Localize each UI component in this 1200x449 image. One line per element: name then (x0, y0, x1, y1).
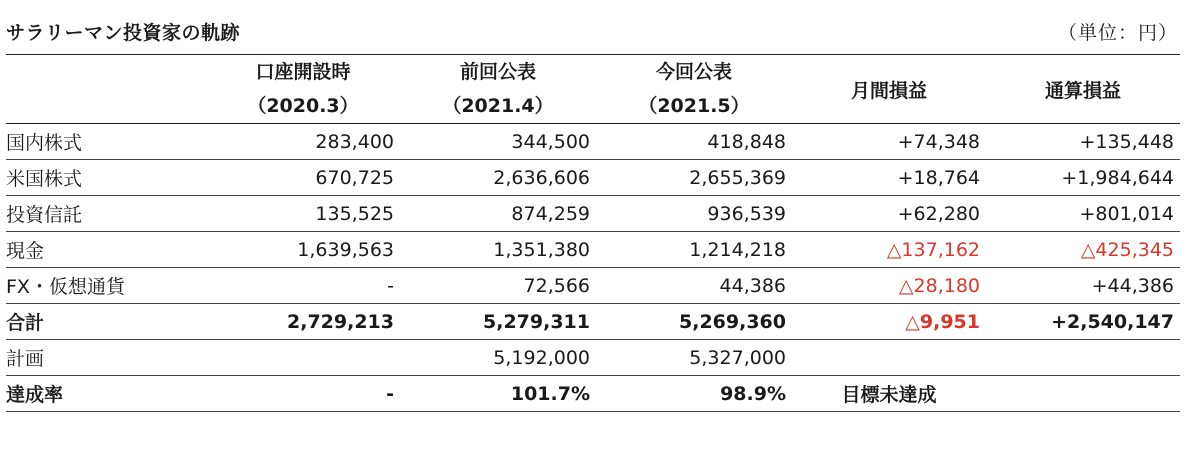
row-label: FX・仮想通貨 (6, 276, 125, 298)
cell-current: 1,214,218 (689, 238, 786, 261)
header-previous (400, 55, 596, 124)
cell-monthly-pl: 目標未達成 (841, 384, 937, 406)
row-label: 国内株式 (6, 132, 83, 154)
cell-account-opening: 283,400 (315, 130, 394, 153)
cell-previous: 2,636,606 (493, 166, 590, 189)
table-body (6, 124, 1180, 412)
cell-account-opening: 2,729,213 (287, 310, 394, 333)
row-label: 投資信託 (6, 204, 83, 226)
cell-current: 98.9% (720, 382, 786, 405)
cell-previous: 5,192,000 (493, 346, 590, 369)
table-row (6, 160, 1180, 196)
header-blank (6, 55, 206, 124)
table-row (6, 268, 1180, 304)
cell-monthly-pl: +18,764 (897, 166, 980, 189)
cell-monthly-pl: +62,280 (897, 202, 980, 225)
cell-account-opening: 670,725 (315, 166, 394, 189)
cell-monthly-pl (792, 340, 986, 376)
table-row (6, 376, 1180, 412)
cell-previous: 5,279,311 (483, 310, 590, 333)
cell-total-pl: +135,448 (1079, 130, 1174, 153)
cell-previous: 101.7% (510, 382, 590, 405)
cell-total-pl: +44,386 (1091, 274, 1174, 297)
header-account-opening-label: 口座開設時 (255, 61, 351, 83)
cell-monthly-pl: △137,162 (886, 238, 980, 261)
cell-account-opening: - (386, 382, 394, 405)
table-row (6, 340, 1180, 376)
cell-total-pl: +2,540,147 (1051, 310, 1174, 333)
cell-account-opening (206, 340, 400, 376)
table-row (6, 124, 1180, 160)
header-previous-date: （2021.4） (442, 95, 554, 117)
header-current (596, 55, 792, 124)
cell-total-pl (986, 376, 1180, 412)
header-row (6, 18, 1178, 48)
cell-current: 2,655,369 (689, 166, 786, 189)
cell-total-pl (986, 340, 1180, 376)
cell-account-opening: - (387, 274, 394, 297)
cell-current: 936,539 (707, 202, 786, 225)
header-current-label: 今回公表 (655, 61, 732, 83)
cell-total-pl: +1,984,644 (1061, 166, 1174, 189)
header-account-opening (206, 55, 400, 124)
table-header-row (6, 55, 1180, 124)
row-label: 現金 (6, 240, 45, 262)
cell-current: 5,327,000 (689, 346, 786, 369)
cell-monthly-pl: +74,348 (897, 130, 980, 153)
table-row (6, 232, 1180, 268)
header-monthly-pl: 月間損益 (850, 79, 927, 102)
row-label: 米国株式 (6, 168, 83, 190)
header-current-date: （2021.5） (638, 95, 750, 117)
cell-account-opening: 135,525 (315, 202, 394, 225)
portfolio-table (6, 54, 1180, 412)
header-account-opening-date: （2020.3） (247, 95, 359, 117)
cell-previous: 72,566 (523, 274, 590, 297)
page-title: サラリーマン投資家の軌跡 (6, 22, 241, 44)
cell-previous: 1,351,380 (493, 238, 590, 261)
cell-total-pl: △425,345 (1080, 238, 1174, 261)
unit-note: （単位：円） (1057, 22, 1178, 44)
cell-current: 44,386 (719, 274, 786, 297)
row-label: 達成率 (6, 384, 64, 406)
header-total-pl: 通算損益 (1044, 79, 1121, 102)
table-row (6, 196, 1180, 232)
cell-total-pl: +801,014 (1079, 202, 1174, 225)
row-label: 計画 (6, 348, 45, 370)
cell-current: 5,269,360 (679, 310, 786, 333)
cell-previous: 874,259 (511, 202, 590, 225)
header-previous-label: 前回公表 (459, 61, 536, 83)
cell-current: 418,848 (707, 130, 786, 153)
cell-monthly-pl: △28,180 (898, 274, 980, 297)
row-label: 合計 (6, 312, 45, 334)
table-row (6, 304, 1180, 340)
cell-previous: 344,500 (511, 130, 590, 153)
cell-account-opening: 1,639,563 (297, 238, 394, 261)
cell-monthly-pl: △9,951 (905, 310, 980, 333)
